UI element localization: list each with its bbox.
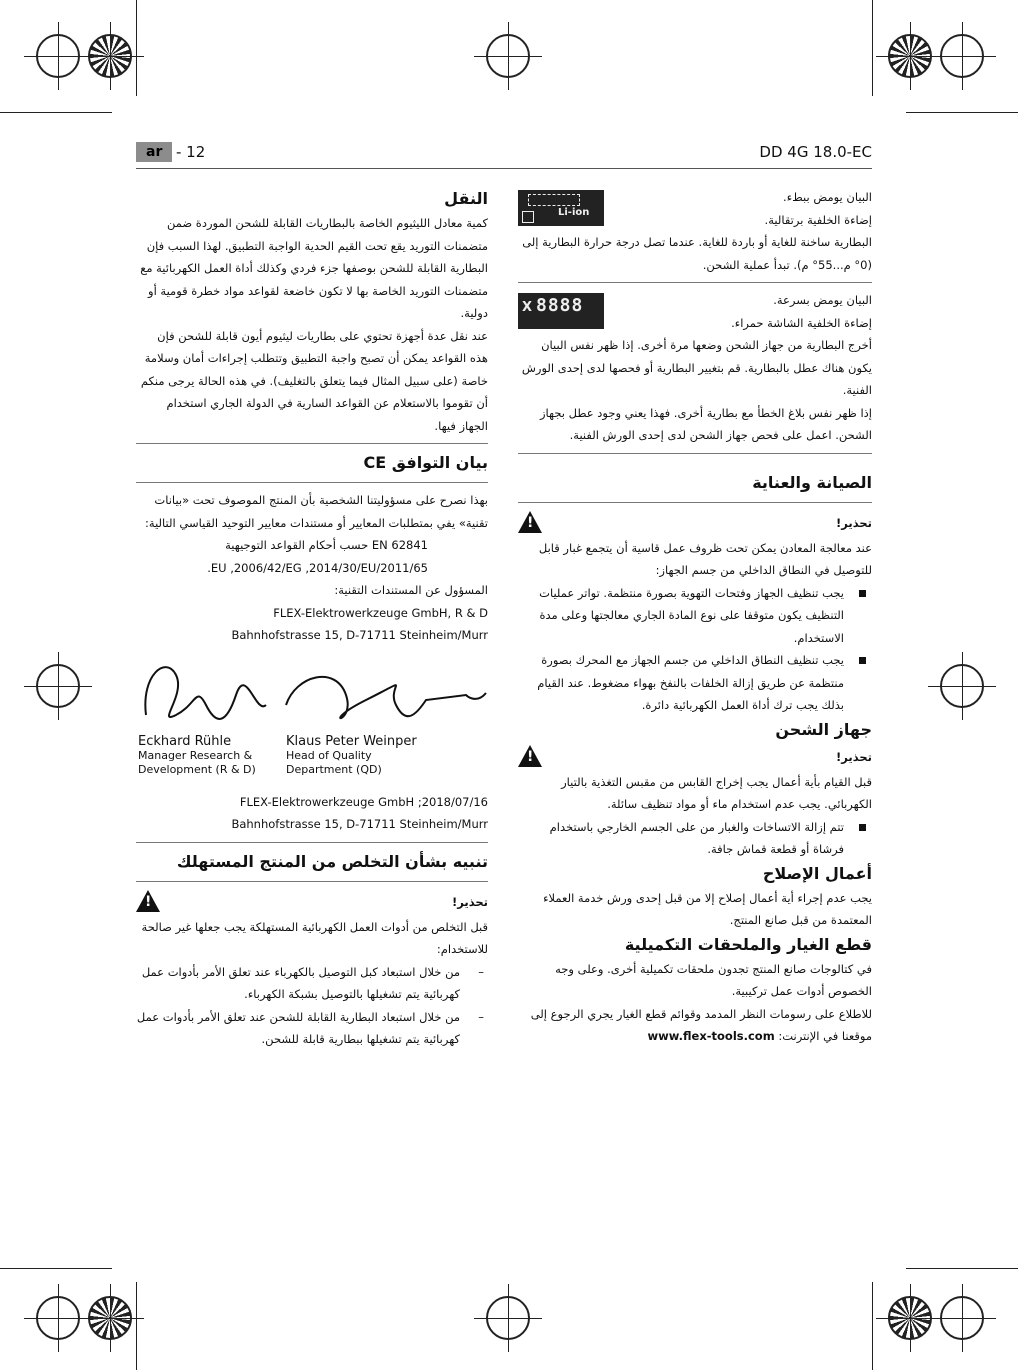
charger-warning-label: تحذير! [836, 749, 872, 764]
li-ion-label: Li-ion [558, 206, 590, 218]
crop-line [136, 0, 137, 96]
right-column [518, 186, 872, 1048]
ce-date-line: FLEX-Elektrowerkzeuge GmbH ;2018/07/16 [239, 794, 488, 809]
divider [518, 502, 872, 503]
registration-mark-top-right-solid [888, 34, 932, 78]
divider [518, 282, 872, 283]
signer-2-role-2: Department (QD) [286, 762, 382, 776]
maintenance-paragraph: عند معالجة المعادن يمكن تحت ظروف عمل قاسية أن يتجمع غبار قابل للتوصيل في النطاق الداخلي من جسم الجهاز: [538, 540, 872, 577]
registration-mark-top-right [940, 34, 984, 78]
disposal-warning [136, 888, 488, 916]
signer-2-role-1: Head of Quality [286, 748, 372, 762]
registration-mark-bottom-center [486, 1296, 530, 1340]
display-2-line-a: البيان يومض بسرعة. [773, 293, 872, 307]
charger-heading: جهاز الشحن [775, 719, 872, 739]
registration-mark-top-left [36, 34, 80, 78]
crop-line [872, 0, 873, 96]
parts-paragraph-2 [518, 1003, 872, 1048]
language-badge: ar [136, 142, 172, 162]
left-column [136, 186, 488, 1051]
display-1-line-b: إضاءة الخلفية برتقالية. [764, 212, 872, 227]
crop-line [906, 1268, 1018, 1269]
disposal-heading: تنبيه بشأن التخلص من المنتج المستهلك [176, 851, 488, 871]
signer-2 [286, 735, 417, 777]
warning-icon [518, 511, 542, 533]
disposal-warning-label: تحذير! [452, 894, 488, 909]
ce-address-1: FLEX-Elektrowerkzeuge GmbH, R & D [273, 605, 488, 620]
display-2-line-d: إذا ظهر نفس بلاغ الخطأ مع بطارية أخرى. فهذا يعني وجود عطل بجهاز الشحن. اعمل على فحص جهاز الشحن لدى إحدى الورش الفنية. [539, 405, 872, 442]
signer-2-name: Klaus Peter Weinper [286, 733, 417, 749]
model-name: DD 4G 18.0-EC [759, 143, 872, 161]
repair-heading: أعمال الإصلاح [762, 863, 872, 883]
crop-line [872, 1282, 873, 1370]
maintenance-warning-label: تحذير! [836, 515, 872, 530]
parts-heading: قطع الغيار والملحقات التكميلية [624, 934, 872, 954]
display-row-2 [518, 289, 872, 334]
registration-mark-right-middle [940, 664, 984, 708]
signer-1 [138, 735, 256, 777]
ce-heading: بيان التوافق CE [363, 453, 488, 472]
ce-responsible: المسؤول عن المستندات التقنية: [334, 583, 488, 597]
divider [136, 443, 488, 444]
ce-address-3: Bahnhofstrasse 15, D-71711 Steinheim/Murr [231, 817, 488, 831]
registration-mark-top-center [486, 34, 530, 78]
crop-line [0, 112, 112, 113]
battery-temperature-icon [522, 211, 534, 223]
charger-paragraph: قبل القيام بأية أعمال يجب إخراج القابس من مقبس التغذية بالتيار الكهربائي. يجب عدم استخدام ماء أو مواد تنظيف سائلة. [561, 774, 872, 811]
display-2-line-b: إضاءة الخلفية الشاشة حمراء. [731, 315, 872, 330]
warning-icon [518, 745, 542, 767]
parts-paragraph-1: في كتالوجات صانع المنتج تجدون ملحقات تكميلية أخرى. وعلى وجه الخصوص أدوات عمل تركيبية. [555, 961, 872, 998]
transport-paragraph-2: عند نقل عدة أجهزة تحتوي على بطاريات ليثيوم أيون قابلة للشحن فإن هذه القواعد يمكن أن تصبح واجبة التطبيق وتتطلب إجراءات أمان وسلامة خاصة (على سبيل المثال فيما يتعلق بالتغليف). في هذه الحالة يرجى منكم أن تقوموا بالاستعلام عن القواعد السارية في الدولة الجاري استخدام الجهاز فيها. [140, 328, 488, 433]
ce-standard-2: 2011/65/EU ,2006/42/EG ,2014/30/EU. [207, 560, 428, 575]
signer-1-name: Eckhard Rühle [138, 733, 232, 749]
registration-mark-bottom-right-solid [888, 1296, 932, 1340]
transport-heading: النقل [444, 189, 488, 208]
divider [136, 881, 488, 882]
page-header [136, 142, 872, 164]
page-number: - 12 [176, 143, 206, 161]
error-x-icon: X [522, 300, 533, 315]
warning-icon [136, 890, 160, 912]
maintenance-heading: الصيانة والعناية [752, 472, 872, 492]
divider [136, 842, 488, 843]
charger-display-error [518, 293, 604, 329]
display-row-1 [518, 186, 872, 231]
signer-1-role-2: Development (R & D) [138, 762, 256, 776]
transport-paragraph-1: كمية معادل الليثيوم الخاصة بالبطاريات القابلة للشحن الموردة ضمن متضمنات التوريد يقع تحت القيم الحدية الواجبة التطبيق. لهذا السبب فإن البطارية القابلة للشحن بوصفها جزء فردي وكذلك أداة العمل الكهربائية مع متضمنات التوريد الخاصة بها لا تكون خاضعة لقواعد مواد خطرة قومية أو دولية. [140, 216, 488, 320]
maintenance-warning [518, 509, 872, 537]
divider [518, 453, 872, 454]
disposal-paragraph: قبل التخلص من أدوات العمل الكهربائية المستهلكة يجب جعلها غير صالحة للاستخدام: [141, 919, 488, 956]
signer-1-role-1: Manager Research & [138, 748, 253, 762]
header-divider [136, 168, 872, 169]
registration-mark-left-middle [36, 664, 80, 708]
maintenance-bullet-2: يجب تنظيف النطاق الداخلي من جسم الجهاز مع المحرك بصورة منتظمة عن طريق إزالة الخلفات بالنفخ بهواء مضغوط. عند القيام بذلك يجب ترك أداة العمل الكهربائية دائرة. [518, 649, 872, 717]
parts-paragraph-2-text: للاطلاع على رسومات النظر المدمد وقوائم قطع الغيار يجري الرجوع إلى موقعنا في الإنترنت: [530, 1006, 872, 1043]
repair-paragraph: يجب عدم إجراء أية أعمال إصلاح إلا من قبل إحدى ورش خدمة العملاء المعتمدة من قبل صانع المنتج. [543, 890, 872, 927]
display-1-line-c: البطارية ساخنة للغاية أو باردة للغاية. عندما تصل درجة حرارة البطارية إلى (0° م...55° م). تبدأ عملية الشحن. [522, 235, 872, 272]
ce-address-2: Bahnhofstrasse 15, D-71711 Steinheim/Murr [231, 628, 488, 642]
registration-mark-bottom-right [940, 1296, 984, 1340]
charger-display-li-ion [518, 190, 604, 226]
ce-paragraph: بهذا نصرح على مسؤوليتنا الشخصية بأن المنتج الموصوف تحت «بيانات تقنية» يفي بمتطلبات المعايير أو مستندات معايير التوحيد القياسي التالية: [145, 493, 488, 530]
registration-mark-top-left-solid [88, 34, 132, 78]
maintenance-bullet-1: يجب تنظيف الجهاز وفتحات التهوية بصورة منتظمة. تواتر عمليات التنظيف يكون متوقفا على نوع المادة الجاري معالجتها وعلى مدة الاستخدام. [518, 582, 872, 650]
registration-mark-bottom-left-solid [88, 1296, 132, 1340]
charger-warning [518, 743, 872, 771]
crop-line [906, 112, 1018, 113]
segment-display: 8888 [536, 295, 584, 316]
website-link[interactable]: www.flex-tools.com [647, 1029, 775, 1043]
registration-mark-bottom-left [36, 1296, 80, 1340]
divider [136, 482, 488, 483]
signature-image [136, 655, 488, 735]
signature-names [136, 735, 488, 791]
charger-bullet-1: تتم إزالة الاتساخات والغبار من على الجسم الخارجي باستخدام فرشاة أو قطعة قماش جافة. [518, 816, 872, 861]
crop-line [0, 1268, 112, 1269]
display-1-line-a: البيان يومض ببطء. [783, 190, 872, 204]
crop-line [136, 1282, 137, 1370]
display-2-line-c: أخرج البطارية من جهاز الشحن وضعها مرة أخرى. إذا ظهر نفس البيان يكون هناك عطل بالبطارية. قم بتغيير البطارية أو فحصها لدى إحدى الورش الفنية. [521, 338, 872, 397]
ce-standard-1: EN 62841 حسب أحكام القواعد التوجيهية [225, 538, 428, 552]
disposal-item-1: – من خلال استبعاد كبل التوصيل بالكهرباء عند تعلق الأمر بأدوات عمل كهربائية يتم تشغيلها بالتوصيل بشبكة الكهرباء. [136, 961, 488, 1006]
disposal-item-2: – من خلال استبعاد البطارية القابلة للشحن عند تعلق الأمر بأدوات عمل كهربائية يتم تشغيلها ببطارية قابلة للشحن. [136, 1006, 488, 1051]
signatures [136, 655, 488, 735]
